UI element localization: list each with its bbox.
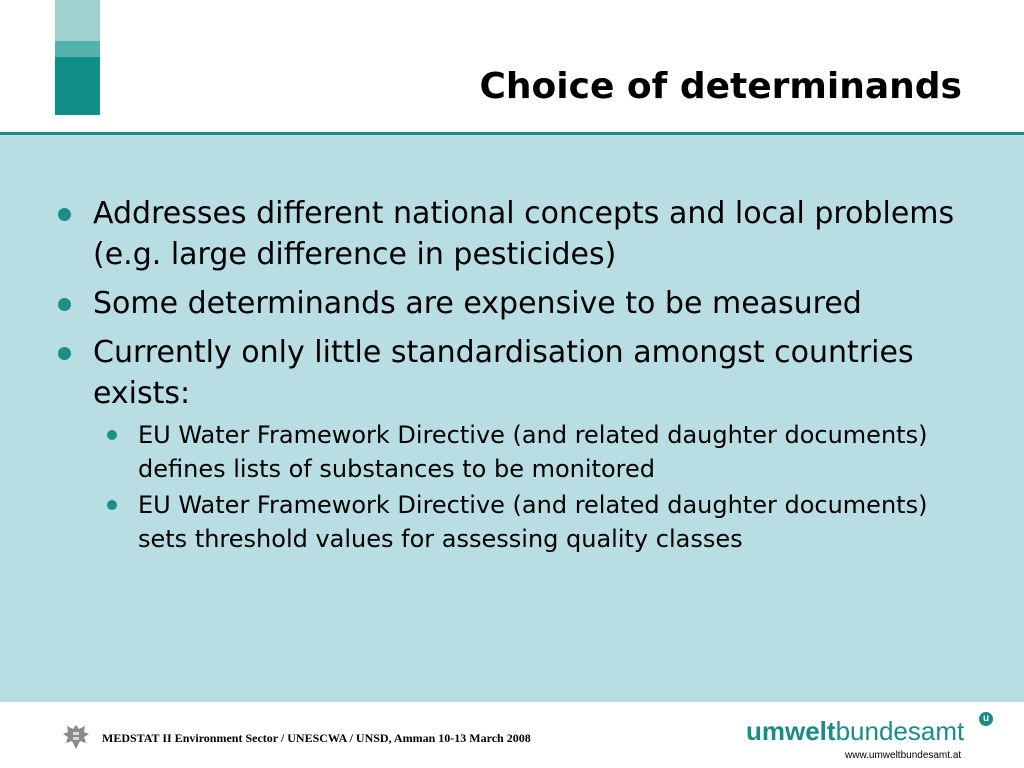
sub-bullet-text: EU Water Framework Directive (and related daughter documents) defines lists of substances to be monitored [138, 421, 928, 483]
bullet-dot-icon [58, 208, 71, 221]
brand-bold: umwelt [746, 716, 836, 746]
bullet-item [58, 283, 958, 324]
logo-strip-mid [55, 41, 100, 57]
brand-wordmark [746, 713, 990, 750]
footer [0, 702, 1024, 768]
bullet-item [58, 193, 958, 275]
brand-regular: bundesamt [835, 716, 965, 746]
bullet-item [58, 332, 958, 556]
sub-bullet-dot-icon [107, 500, 117, 510]
bullet-list [58, 193, 958, 564]
sub-bullet-text: EU Water Framework Directive (and related daughter documents) sets threshold values for assessing quality classes [138, 491, 928, 553]
brand-url: www.umweltbundesamt.at [845, 750, 962, 761]
sub-bullet-dot-icon [107, 430, 117, 440]
logo-strip [55, 0, 100, 115]
bullet-dot-icon [58, 347, 71, 360]
slide-title: Choice of determinands [479, 66, 962, 107]
sub-bullet-item [93, 488, 958, 556]
logo-strip-light [55, 0, 100, 41]
content-area [0, 135, 1024, 702]
austrian-eagle-emblem-icon [62, 722, 90, 752]
bullet-text: Currently only little standardisation amongst countries exists: [93, 335, 914, 411]
bullet-text: Addresses different national concepts and local problems (e.g. large difference in pesticides) [93, 196, 955, 272]
logo-strip-dark [55, 57, 100, 115]
sub-bullet-list [93, 418, 958, 556]
bullet-dot-icon [58, 298, 71, 311]
footer-text: MEDSTAT II Environment Sector / UNESCWA / UNSD, Amman 10-13 March 2008 [102, 731, 531, 745]
sub-bullet-item [93, 418, 958, 486]
bullet-text: Some determinands are expensive to be measured [93, 286, 862, 321]
brand-badge-icon: u [979, 712, 993, 726]
